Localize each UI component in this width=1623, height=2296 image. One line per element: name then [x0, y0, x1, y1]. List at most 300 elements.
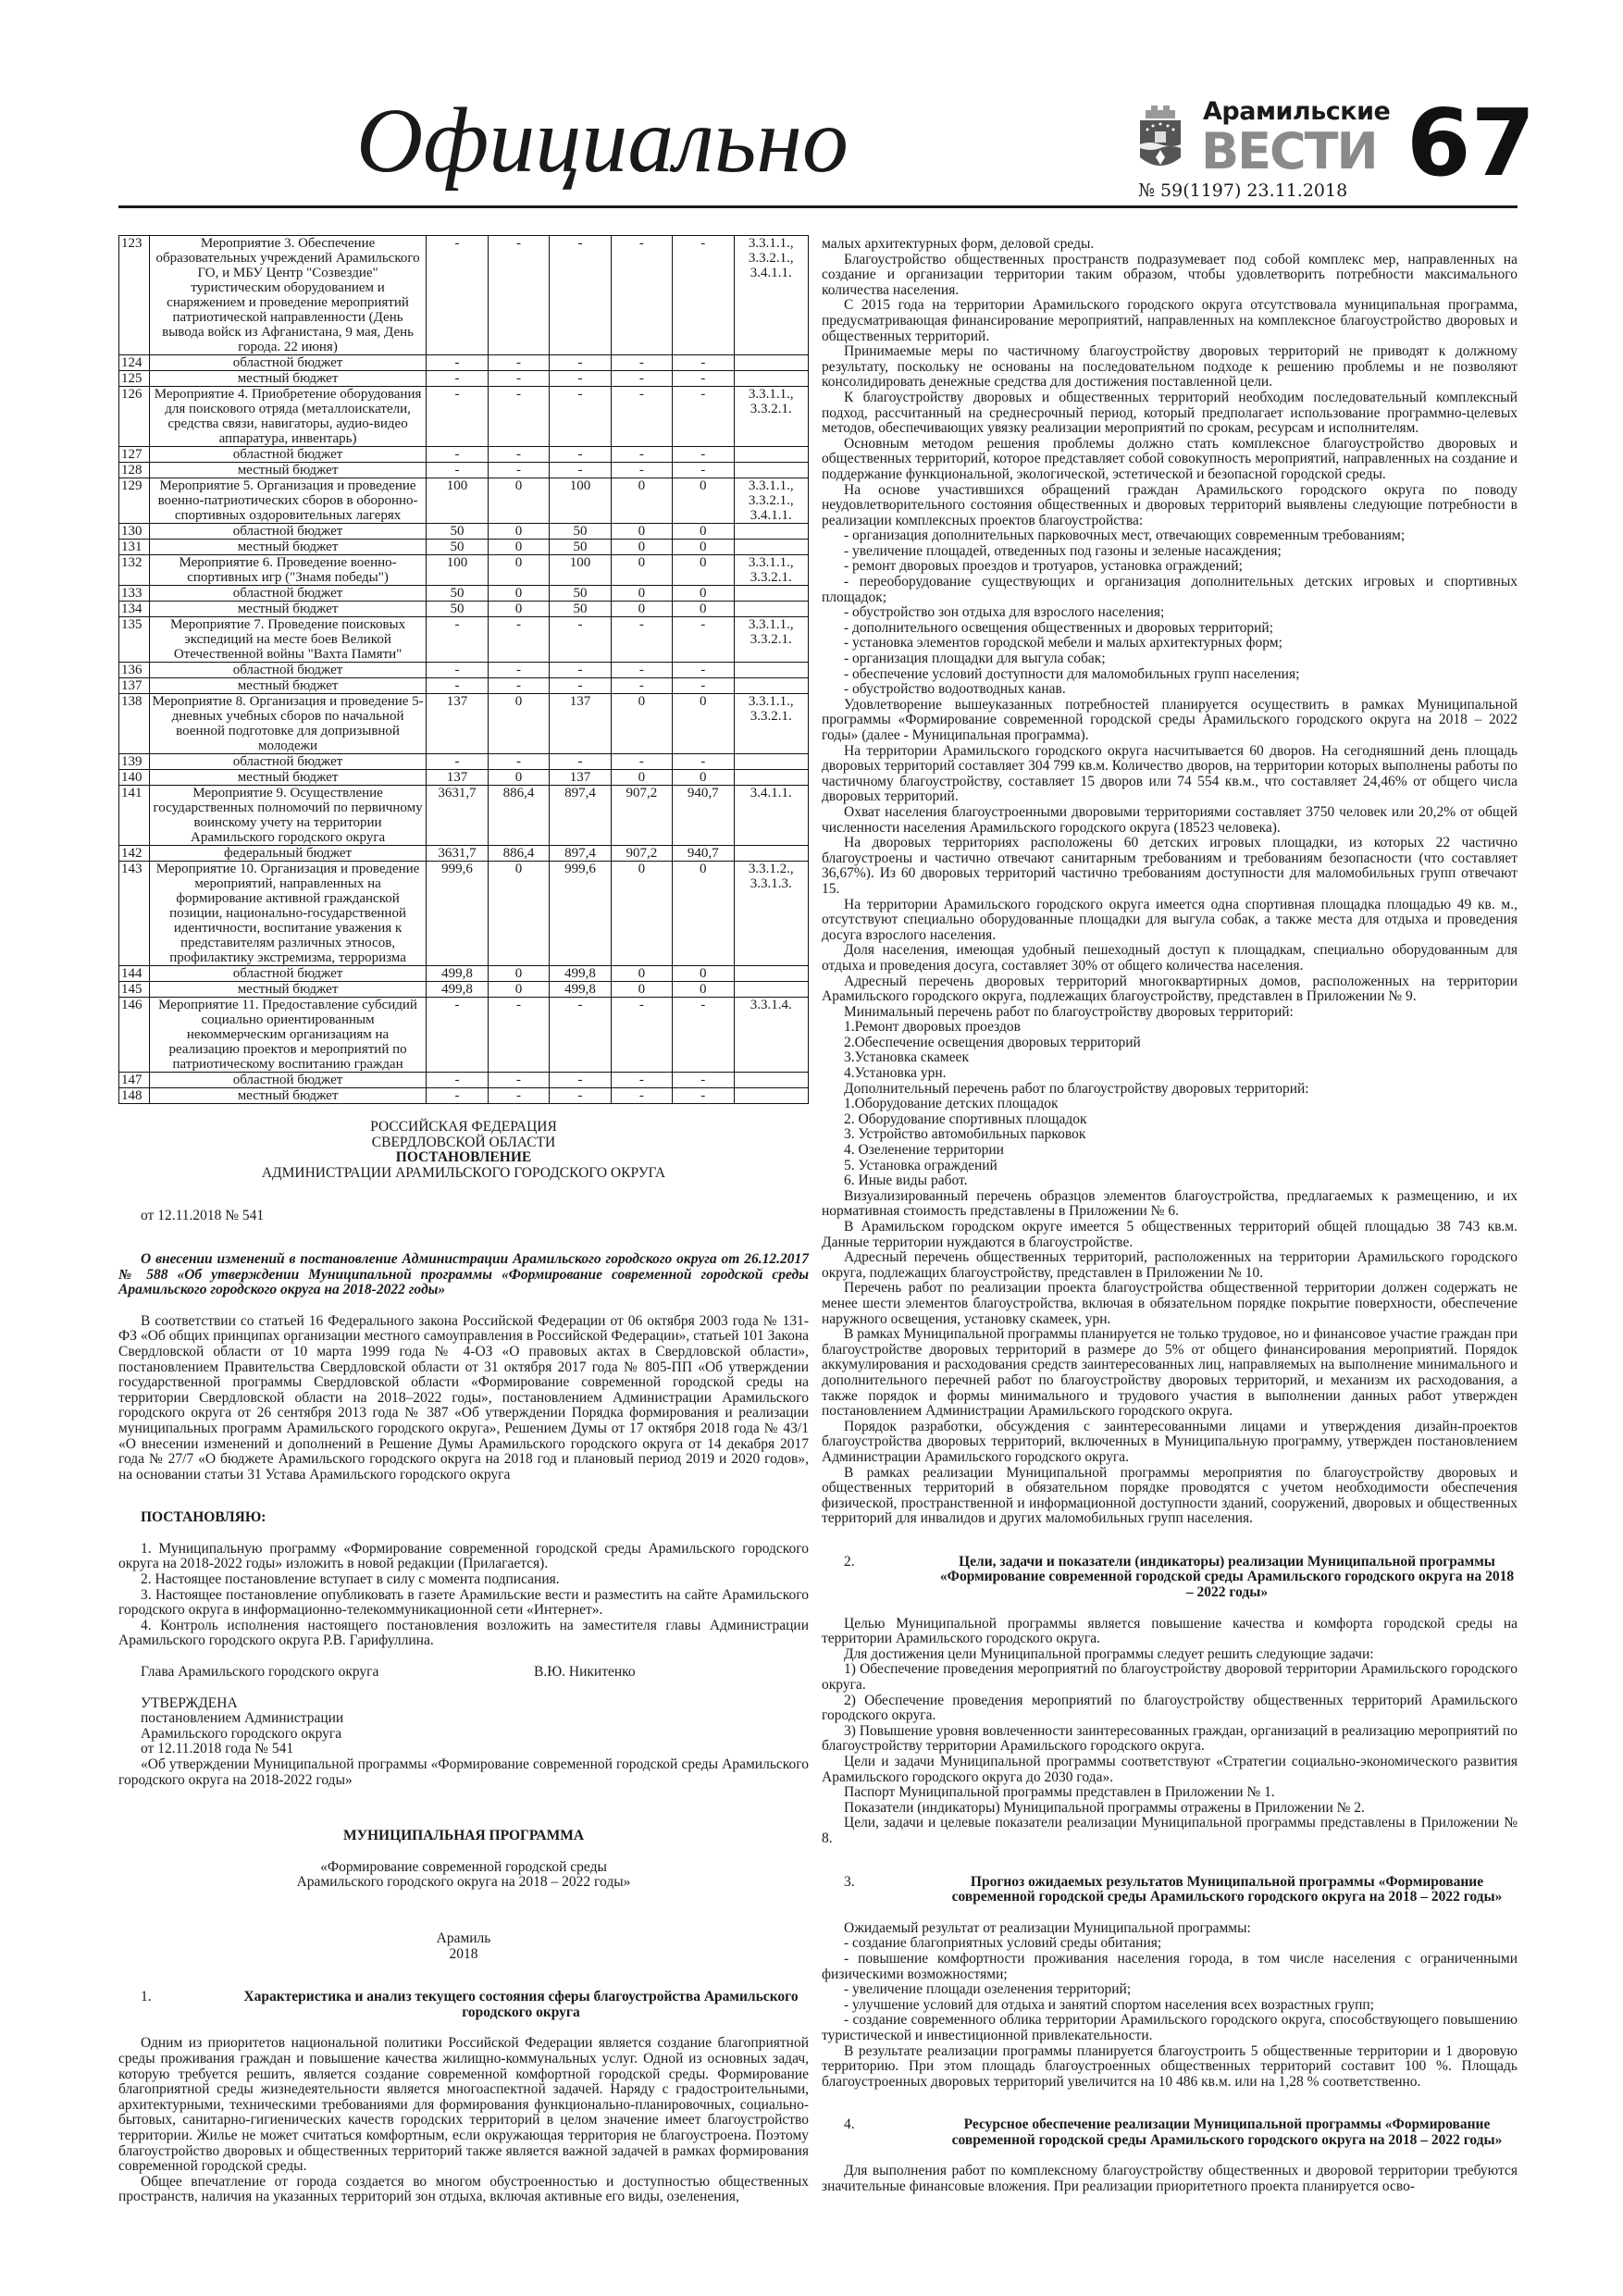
row-value: - [488, 387, 549, 447]
table-row [119, 355, 809, 371]
row-value: - [427, 678, 489, 694]
table-row [119, 524, 809, 540]
row-value: 907,2 [611, 846, 672, 862]
paragraph: - обустройство водоотводных канав. [844, 681, 1066, 698]
row-value: 50 [427, 540, 489, 555]
row-value: 0 [673, 478, 734, 524]
row-value: - [550, 754, 611, 770]
row-number: 132 [119, 555, 150, 586]
section-number: 2. [844, 1553, 855, 1570]
row-value: - [611, 387, 672, 447]
row-number: 146 [119, 998, 150, 1073]
section-heading [822, 2117, 1518, 2148]
row-value: 137 [427, 694, 489, 754]
row-value: - [611, 447, 672, 463]
row-value: 499,8 [550, 982, 611, 998]
table-row [119, 602, 809, 617]
section-heading [822, 1555, 1518, 1601]
centered-line: РОССИЙСКАЯ ФЕДЕРАЦИЯ [370, 1119, 557, 1135]
row-value: 0 [611, 586, 672, 602]
issue-number-date: № 59(1197) 23.11.2018 [1138, 180, 1348, 201]
row-number: 123 [119, 236, 150, 355]
approval-line: Арамильского городского округа [141, 1725, 342, 1742]
table-row [119, 387, 809, 447]
row-value: 0 [611, 555, 672, 586]
row-value: 499,8 [427, 966, 489, 982]
row-value: 0 [611, 966, 672, 982]
paragraph: 2. Оборудование спортивных площадок [844, 1111, 1087, 1127]
row-value: - [488, 355, 549, 371]
paragraph: На территории Арамильского городского округа имеется одна спортивная площадка площадью 49 кв. м., отсутствуют специально оборудованные площадки для выгула собак, а также места для отдыха и проведения досуга взрослого населения. [822, 896, 1518, 943]
bold-label: ПОСТАНОВЛЯЮ: [141, 1509, 266, 1526]
approval-line: УТВЕРЖДЕНА [141, 1694, 238, 1711]
row-value: 897,4 [550, 846, 611, 862]
signature-line [118, 1665, 809, 1681]
row-value: - [673, 678, 734, 694]
bold-heading: МУНИЦИПАЛЬНАЯ ПРОГРАММА [342, 1828, 585, 1844]
paragraph: - повышение комфортности проживания населения города, в том числе населения с ограниченными физическими возможностями; [822, 1950, 1518, 1982]
paragraph: В рамках реализации Муниципальной программы мероприятия по благоустройству дворовых и общественных территорий в обязательном порядке проводятся с учетом необходимости обеспечения физической, пространственной и информационной доступности зданий, сооружений, дворовых и общественных территорий для инвалидов и других маломобильных групп населения. [822, 1464, 1518, 1527]
row-name: областной бюджет [149, 663, 426, 678]
section-heading [822, 1875, 1518, 1905]
paragraph: Адресный перечень дворовых территорий многоквартирных домов, расположенных на территории Арамильского городского округа, подлежащих благоустройству, представлен в Приложении № 9. [822, 973, 1518, 1005]
row-number: 134 [119, 602, 150, 617]
left-column [118, 235, 809, 2205]
row-value: 137 [427, 770, 489, 786]
row-codes [734, 463, 809, 478]
paragraph: - обустройство зон отдыха для взрослого населения; [844, 604, 1165, 621]
centered-line: АДМИНИСТРАЦИИ АРАМИЛЬСКОГО ГОРОДСКОГО ОКРУГА [261, 1164, 666, 1181]
row-value: - [488, 1073, 549, 1088]
row-name: местный бюджет [149, 602, 426, 617]
row-value: 137 [550, 770, 611, 786]
table-row [119, 371, 809, 387]
paragraph: - увеличение площади озеленения территорий; [844, 1981, 1132, 1998]
paragraph: - переоборудование существующих и организация дополнительных детских игровых и спортивных площадок; [822, 574, 1518, 605]
row-value: 50 [550, 602, 611, 617]
row-value: 0 [611, 524, 672, 540]
row-value: 999,6 [427, 862, 489, 966]
paragraph: 4. Контроль исполнения настоящего постановления возложить на заместителя главы Администрации Арамильского городского округа Р.В. Гарифуллина. [118, 1617, 809, 1649]
paragraph: Минимальный перечень работ по благоустройству дворовых территорий: [844, 1003, 1294, 1020]
row-value: - [611, 371, 672, 387]
row-value: - [550, 678, 611, 694]
row-value: - [611, 617, 672, 663]
row-number: 128 [119, 463, 150, 478]
signatory-name: В.Ю. Никитенко [534, 1664, 636, 1681]
row-name: Мероприятие 3. Обеспечение образовательных учреждений Арамильского ГО, и МБУ Центр "Созвездие" туристическим оборудованием и снаряжением и проведение мероприятий патриотической направленности (День вывода войск из Афганистана, 9 мая, День города. 22 июня) [149, 236, 426, 355]
row-value: - [550, 617, 611, 663]
paragraph: - дополнительного освещения общественных и дворовых территорий; [844, 619, 1273, 636]
row-value: 499,8 [550, 966, 611, 982]
row-value: - [673, 1088, 734, 1104]
row-value: 0 [673, 770, 734, 786]
row-number: 147 [119, 1073, 150, 1088]
row-value: 897,4 [550, 786, 611, 846]
row-name: Мероприятие 4. Приобретение оборудования для поискового отряда (металлоискатели, средства связи, навигаторы, аудио-видео аппаратура, инвентарь) [149, 387, 426, 447]
row-value: 0 [611, 540, 672, 555]
row-value: 0 [611, 478, 672, 524]
row-value: - [550, 463, 611, 478]
row-value: 0 [488, 586, 549, 602]
paragraph: Паспорт Муниципальной программы представлен в Приложении № 1. [844, 1784, 1275, 1801]
header-divider [118, 205, 1518, 208]
row-codes: 3.3.1.1., 3.3.2.1. [734, 555, 809, 586]
row-codes [734, 663, 809, 678]
row-value: 0 [488, 770, 549, 786]
row-number: 145 [119, 982, 150, 998]
paragraph: 4.Установка урн. [844, 1065, 947, 1082]
table-row [119, 478, 809, 524]
paragraph: К благоустройству дворовых и общественных территорий необходим последовательный комплексный подход, рассчитанный на среднесрочный период, который предполагает использование программно-целевых методов, обеспечивающих увязку реализации мероприятий по срокам, ресурсам и исполнителям. [822, 389, 1518, 437]
paragraph: Принимаемые меры по частичному благоустройству дворовых территорий не приводят к должному результату, поскольку не основаны на последовательном подходе к решению проблемы и не позволяют консолидировать денежные средства для достижения поставленной цели. [822, 343, 1518, 391]
row-number: 136 [119, 663, 150, 678]
table-row [119, 754, 809, 770]
row-number: 125 [119, 371, 150, 387]
paragraph: Визуализированный перечень образцов элементов благоустройства, предлагаемых к размещению, и их нормативная стоимость представлены в Приложении № 6. [822, 1187, 1518, 1220]
paragraph: от 12.11.2018 № 541 [141, 1208, 265, 1224]
paragraph: В результате реализации программы планируется благоустроить 5 общественные территории и 1 дворовую территорию. При этом площадь благоустроенных общественных территорий составит 100 %. Площадь благоустроенных дворовых территорий увеличится на 10 486 кв.м. или на 1,28 % соответственно. [822, 2042, 1518, 2090]
paragraph: Порядок разработки, обсуждения с заинтересованными лицами и утверждения дизайн-проектов благоустройства дворовых территорий, включенных в Муниципальную программу, утвержден постановлением Администрации Арамильского городского округа. [822, 1418, 1518, 1465]
row-codes [734, 982, 809, 998]
row-codes [734, 586, 809, 602]
row-value: 0 [488, 982, 549, 998]
paragraph: Целью Муниципальной программы является повышение качества и комфорта городской среды на территории Арамильского городского округа. [822, 1615, 1518, 1647]
row-value: - [673, 463, 734, 478]
table-row [119, 694, 809, 754]
row-value: - [550, 1073, 611, 1088]
row-value: 0 [673, 602, 734, 617]
paragraph: Основным методом решения проблемы должно стать комплексное благоустройство дворовых и общественных территорий, которое представляет собой совокупность мероприятий, направленных на создание и поддержание функциональной, экологической, эстетической и безопасной городской среды. [822, 435, 1518, 482]
row-name: местный бюджет [149, 770, 426, 786]
approval-line: от 12.11.2018 года № 541 [141, 1741, 294, 1757]
row-number: 139 [119, 754, 150, 770]
table-row [119, 463, 809, 478]
table-row [119, 786, 809, 846]
centered-line: 2018 [449, 1945, 478, 1962]
row-codes: 3.3.1.2., 3.3.1.3. [734, 862, 809, 966]
row-number: 148 [119, 1088, 150, 1104]
paragraph: На дворовых территориях расположены 60 детских игровых площадки, из которых 22 частично благоустроены и частично отвечают санитарным требованиям и требованиям безопасности (что составляет 36,67%). Из 60 дворовых территорий частично требованиям доступности для маломобильных групп отвечают 15. [822, 835, 1518, 897]
row-number: 137 [119, 678, 150, 694]
row-value: 940,7 [673, 846, 734, 862]
row-value: - [550, 447, 611, 463]
row-name: областной бюджет [149, 586, 426, 602]
paragraph: 4. Озеленение территории [844, 1142, 1004, 1159]
row-value: 0 [488, 966, 549, 982]
paragraph: 6. Иные виды работ. [844, 1173, 968, 1189]
row-value: - [488, 371, 549, 387]
row-value: 0 [488, 862, 549, 966]
row-value: 0 [611, 862, 672, 966]
row-value: - [673, 754, 734, 770]
row-value: - [427, 754, 489, 770]
row-codes: 3.4.1.1. [734, 786, 809, 846]
row-value: - [611, 355, 672, 371]
row-value: - [427, 463, 489, 478]
page-number: 67 [1406, 89, 1536, 197]
row-value: - [550, 355, 611, 371]
row-value: 0 [488, 555, 549, 586]
paragraph: - установка элементов городской мебели и малых архитектурных форм; [844, 635, 1282, 652]
paragraph: - увеличение площадей, отведенных под газоны и зеленые насаждения; [844, 542, 1282, 559]
row-value: - [488, 754, 549, 770]
table-row [119, 1088, 809, 1104]
table-row [119, 1073, 809, 1088]
row-name: Мероприятие 5. Организация и проведение военно-патриотических сборов в оборонно-спортивных оздоровительных лагерях [149, 478, 426, 524]
row-name: местный бюджет [149, 371, 426, 387]
section-title: Цели, задачи и показатели (индикаторы) реализации Муниципальной программы «Формирование современной городской среды Арамильского городского округа на 2018 – 2022 годы» [939, 1553, 1515, 1601]
table-row [119, 236, 809, 355]
row-name: Мероприятие 6. Проведение военно-спортивных игр ("Знамя победы") [149, 555, 426, 586]
row-codes [734, 524, 809, 540]
row-name: областной бюджет [149, 754, 426, 770]
row-value: 0 [488, 524, 549, 540]
row-value: 0 [673, 982, 734, 998]
row-value: 50 [550, 540, 611, 555]
row-value: - [611, 463, 672, 478]
row-value: 3631,7 [427, 786, 489, 846]
row-value: 0 [673, 540, 734, 555]
row-value: - [488, 663, 549, 678]
row-value: 0 [673, 694, 734, 754]
paragraph: На основе участившихся обращений граждан Арамильского городского округа по поводу неудовлетворительного состояния общественных и дворовых территорий выявлены следующие потребности в реализации комплексных проектов благоустройства: [822, 481, 1518, 528]
row-value: - [550, 387, 611, 447]
section-title: Ресурсное обеспечение реализации Муниципальной программы «Формирование современной городской среды Арамильского городского округа на 2018 – 2022 годы» [951, 2116, 1503, 2148]
paragraph: - обеспечение условий доступности для маломобильных групп населения; [844, 665, 1300, 682]
paragraph: - создание современного облика территории Арамильского городского округа, способствующего повышению туристической и инвестиционной привлекательности. [822, 2012, 1518, 2043]
row-value: - [611, 1073, 672, 1088]
row-name: областной бюджет [149, 524, 426, 540]
row-number: 126 [119, 387, 150, 447]
paragraph: 3) Повышение уровня вовлеченности заинтересованных граждан, организаций в реализацию мероприятий по благоустройству территории Арамильского городского округа. [822, 1722, 1518, 1755]
row-number: 129 [119, 478, 150, 524]
row-value: 100 [550, 555, 611, 586]
row-value: 50 [427, 524, 489, 540]
table-row [119, 770, 809, 786]
row-value: 0 [488, 602, 549, 617]
section-number: 3. [844, 1873, 855, 1890]
paragraph: 1) Обеспечение проведения мероприятий по благоустройству дворовой территории Арамильского городского округа. [822, 1661, 1518, 1694]
row-value: 0 [673, 586, 734, 602]
row-value: 3631,7 [427, 846, 489, 862]
row-codes [734, 754, 809, 770]
row-number: 131 [119, 540, 150, 555]
row-name: местный бюджет [149, 1088, 426, 1104]
document-title: О внесении изменений в постановление Администрации Арамильского городского округа от 26.12.2017 № 588 «Об утверждении Муниципальной программы «Формирование современной городской среды Арамильского городского округа на 2018-2022 годы» [118, 1250, 809, 1298]
row-value: 100 [550, 478, 611, 524]
row-number: 138 [119, 694, 150, 754]
row-value: - [427, 1088, 489, 1104]
row-value: 50 [427, 602, 489, 617]
table-row [119, 982, 809, 998]
row-value: - [673, 236, 734, 355]
paragraph: малых архитектурных форм, деловой среды. [822, 236, 1095, 252]
row-name: местный бюджет [149, 463, 426, 478]
row-value: - [611, 678, 672, 694]
paragraph: 1.Ремонт дворовых проездов [844, 1019, 1021, 1036]
row-value: - [427, 617, 489, 663]
paragraph: - создание благоприятных условий среды обитания; [844, 1935, 1162, 1952]
row-value: 100 [427, 555, 489, 586]
row-number: 140 [119, 770, 150, 786]
row-value: 137 [550, 694, 611, 754]
row-codes [734, 966, 809, 982]
row-value: - [611, 236, 672, 355]
row-value: - [488, 998, 549, 1073]
row-number: 141 [119, 786, 150, 846]
section-title: Прогноз ожидаемых результатов Муниципальной программы «Формирование современной городской среды Арамильского городского округа на 2018 – 2022 годы» [951, 1873, 1503, 1905]
paragraph: 3. Настоящее постановление опубликовать в газете Арамильские вести и разместить на сайте Арамильского городского округа в информационно-телекоммуникационной сети «Интернет». [118, 1586, 809, 1619]
row-value: - [673, 998, 734, 1073]
paragraph: «Об утверждении Муниципальной программы «Формирование современной городской среды Арамильского городского округа на 2018-2022 годы» [118, 1756, 809, 1788]
section-heading [118, 1990, 809, 2020]
row-number: 142 [119, 846, 150, 862]
row-value: 50 [427, 586, 489, 602]
centered-line: СВЕРДЛОВСКОЙ ОБЛАСТИ [371, 1134, 556, 1150]
paragraph: Дополнительный перечень работ по благоустройству дворовых территорий: [844, 1080, 1309, 1097]
row-name: местный бюджет [149, 982, 426, 998]
row-codes: 3.3.1.1., 3.3.2.1., 3.4.1.1. [734, 236, 809, 355]
row-number: 144 [119, 966, 150, 982]
row-codes [734, 846, 809, 862]
row-value: - [488, 1088, 549, 1104]
row-codes [734, 770, 809, 786]
row-value: - [673, 355, 734, 371]
paragraph: Доля населения, имеющая удобный пешеходный доступ к площадкам, специально оборудованным для отдыха и проведения досуга, составляет 30% от общего количества населения. [822, 942, 1518, 974]
row-value: 499,8 [427, 982, 489, 998]
paragraph: 2. Настоящее постановление вступает в силу с момента подписания. [141, 1571, 560, 1588]
paragraph: Для выполнения работ по комплексному благоустройству общественных и дворовой территории требуются значительные финансовые вложения. При реализации приоритетного проекта планируется осво- [822, 2163, 1518, 2195]
paragraph: На территории Арамильского городского округа насчитывается 60 дворов. На сегодняшний день площадь дворовых территорий составляет 304 799 кв.м. Количество дворов, на территории которых выполнены работы по частичному благоустройству, составляет 15 дворов или 74 554 кв.м., что составляет 24,46% от общего числа дворовых территорий. [822, 742, 1518, 805]
row-number: 127 [119, 447, 150, 463]
row-number: 124 [119, 355, 150, 371]
row-name: федеральный бюджет [149, 846, 426, 862]
paragraph: Адресный перечень общественных территорий, расположенных на территории Арамильского городского округа, подлежащих благоустройству, представлен в Приложении № 10. [822, 1249, 1518, 1281]
approval-line: постановлением Администрации [141, 1710, 344, 1727]
paragraph: 3.Установка скамеек [844, 1049, 970, 1066]
row-value: - [673, 1073, 734, 1088]
row-value: 0 [611, 694, 672, 754]
row-value: 0 [673, 524, 734, 540]
paragraph: 1. Муниципальную программу «Формирование современной городской среды Арамильского городского округа на 2018-2022 годы» изложить в новой редакции (Прилагается). [118, 1540, 809, 1572]
row-value: - [427, 447, 489, 463]
row-name: областной бюджет [149, 355, 426, 371]
row-value: - [611, 663, 672, 678]
table-row [119, 998, 809, 1073]
row-codes [734, 447, 809, 463]
row-value: - [427, 371, 489, 387]
row-value: 0 [488, 540, 549, 555]
paragraph: Показатели (индикаторы) Муниципальной программы отражены в Приложении № 2. [844, 1799, 1365, 1816]
row-name: Мероприятие 10. Организация и проведение мероприятий, направленных на формирование активной гражданской позиции, национально-государственной идентичности, воспитание уважения к представителям различных этносов, профилактику экстремизма, терроризма [149, 862, 426, 966]
row-codes [734, 678, 809, 694]
signatory-position: Глава Арамильского городского округа [141, 1664, 379, 1681]
row-value: - [673, 371, 734, 387]
row-value: - [427, 355, 489, 371]
right-column [822, 237, 1518, 2195]
table-row [119, 555, 809, 586]
row-codes: 3.3.1.1., 3.3.2.1. [734, 694, 809, 754]
paragraph: Цели, задачи и целевые показатели реализации Муниципальной программы представлены в Приложении № 8. [822, 1815, 1518, 1846]
row-value: - [673, 447, 734, 463]
row-number: 133 [119, 586, 150, 602]
row-value: 0 [673, 966, 734, 982]
row-value: - [673, 387, 734, 447]
row-codes: 3.3.1.1., 3.3.2.1. [734, 387, 809, 447]
table-row [119, 617, 809, 663]
row-value: - [550, 663, 611, 678]
row-codes: 3.3.1.4. [734, 998, 809, 1073]
row-value: 0 [611, 602, 672, 617]
row-value: - [488, 678, 549, 694]
paragraph: - улучшение условий для отдыха и занятий спортом населения всех возрастных групп; [844, 1996, 1374, 2013]
row-value: 0 [673, 555, 734, 586]
row-value: 999,6 [550, 862, 611, 966]
logo-text-aramilskie: Арамильские [1203, 97, 1391, 126]
row-value: 0 [488, 478, 549, 524]
table-row [119, 678, 809, 694]
paragraph: Ожидаемый результат от реализации Муниципальной программы: [844, 1919, 1251, 1936]
row-codes: 3.3.1.1., 3.3.2.1., 3.4.1.1. [734, 478, 809, 524]
row-value: - [488, 236, 549, 355]
row-value: - [427, 998, 489, 1073]
paragraph: Одним из приоритетов национальной политики Российской Федерации является создание благоприятной среды проживания граждан и повышение качества жилищно-коммунальных услуг. Одной из основных задач, которую требуется решить, является создание современной комфортной городской среды. Формирование благоприятной среды жизнедеятельности является многоаспектной задачей. Наряду с градостроительными, архитектурными, техническими требованиями для формирования функционально-планировочных, социально-бытовых, санитарно-гигиенических качеств городских территорий в целом значение имеет благоустройство территории. Жилье не может считаться комфортным, если окружающая территория не благоустроена. Поэтому благоустройство дворовых и общественных территорий также является важной задачей в рамках формирования современной городской среды. [118, 2035, 809, 2175]
row-value: 886,4 [488, 846, 549, 862]
table-row [119, 846, 809, 862]
paragraph: Для достижения цели Муниципальной программы следует решить следующие задачи: [844, 1645, 1374, 1662]
paragraph: В соответствии со статьей 16 Федерального закона Российской Федерации от 06 октября 2003 года № 131-ФЗ «Об общих принципах организации местного самоуправления в Российской Федерации», статьей 101 Закона Свердловской области от 10 марта 1999 года № 4-ОЗ «О правовых актах в Свердловской области», постановлением Правительства Свердловской области от 31 октября 2017 года № 805-ПП «Об утверждении государственной программы Свердловской области «Формирование современной городской среды на территории Свердловской области на 2018–2022 годы», постановлением Администрации Арамильского городского округа от 26 сентября 2013 года № 387 «Об утверждении Порядка формирования и реализации муниципальных программ Арамильского городского округа», Решением Думы от 17 октября 2018 года № 43/1 «О внесении изменений и дополнений в Решение Думы Арамильского городского округа от 14 декабря 2017 года № 27/7 «О бюджете Арамильского городского округа на 2018 год и плановый период 2019 и 2020 годов», на основании статьи 31 Устава Арамильского городского округа [118, 1312, 809, 1483]
row-value: - [611, 1088, 672, 1104]
paragraph: Удовлетворение вышеуказанных потребностей планируется осуществить в рамках Муниципальной программы «Формирование современной городской среды Арамильского городского округа на 2018 – 2022 годы» (далее - Муниципальная программа). [822, 696, 1518, 743]
row-number: 130 [119, 524, 150, 540]
paragraph: В Арамильском городском округе имеется 5 общественных территорий общей площадью 38 743 кв.м. Данные территории нуждаются в благоустройстве. [822, 1219, 1518, 1250]
paragraph: 2) Обеспечение проведения мероприятий по благоустройству общественных территорий Арамильского городского округа. [822, 1692, 1518, 1724]
row-codes [734, 355, 809, 371]
row-value: 0 [673, 862, 734, 966]
paragraph: 5. Установка ограждений [844, 1157, 997, 1173]
paragraph: 2.Обеспечение освещения дворовых территорий [844, 1034, 1141, 1050]
row-value: - [550, 371, 611, 387]
table-row [119, 966, 809, 982]
row-value: - [673, 663, 734, 678]
row-codes [734, 540, 809, 555]
row-value: - [550, 236, 611, 355]
paragraph: Общее впечатление от города создается во многом обустроенностью и доступностью общественных пространств, наличия на указанных территорий зон отдыха, включая активные его виды, озеленения, [118, 2173, 809, 2205]
row-name: Мероприятие 8. Организация и проведение 5-дневных учебных сборов по начальной военной подготовке для допризывной молодежи [149, 694, 426, 754]
table-row [119, 540, 809, 555]
row-value: 50 [550, 586, 611, 602]
row-value: 100 [427, 478, 489, 524]
bold-heading: ПОСТАНОВЛЕНИЕ [395, 1149, 532, 1166]
section-title: Официально [356, 89, 849, 192]
paragraph: Охват населения благоустроенными дворовыми территориями составляет 3750 человек или 20,2% от общей численности населения Арамильского городского округа (18523 человека). [822, 803, 1518, 836]
section-number: 1. [141, 1989, 152, 2005]
row-value: - [427, 663, 489, 678]
row-codes [734, 1088, 809, 1104]
row-value: - [550, 1088, 611, 1104]
row-value: - [427, 236, 489, 355]
row-name: областной бюджет [149, 447, 426, 463]
centered-line: «Формирование современной городской среды [320, 1858, 607, 1875]
coat-of-arms-icon [1138, 104, 1183, 176]
row-codes [734, 371, 809, 387]
paragraph: Благоустройство общественных пространств подразумевает под собой комплекс мер, направленных на создание и организации территории таким образом, чтобы удовлетворить потребности максимального количества населения. [822, 251, 1518, 298]
row-value: 0 [611, 770, 672, 786]
paragraph: - организация площадки для выгула собак; [844, 651, 1106, 667]
row-value: - [488, 463, 549, 478]
centered-line: Арамиль [436, 1930, 491, 1946]
